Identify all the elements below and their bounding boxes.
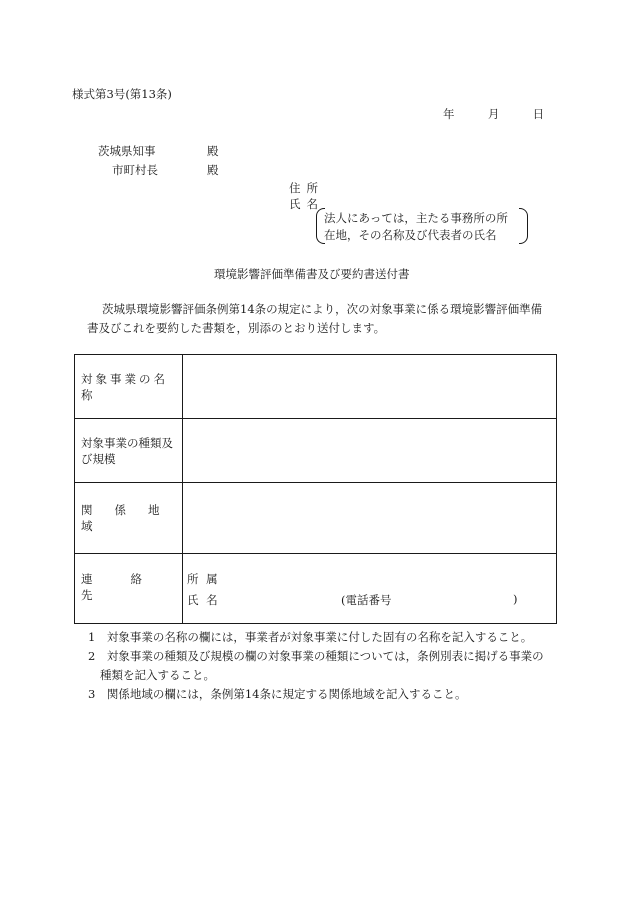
body-line2: 書及びこれを要約した書類を，別添のとおり送付します。 [87, 321, 386, 335]
contact-phone-open: (電話番号 [341, 593, 392, 607]
table-row-contact [75, 554, 557, 624]
field-project-type[interactable] [183, 419, 557, 483]
contact-name-label: 氏 名 [187, 593, 220, 607]
addressee-governor-honorific: 殿 [207, 144, 219, 158]
right-bracket [519, 208, 528, 244]
field-related-area[interactable] [183, 483, 557, 554]
contact-label: 連絡先 [81, 572, 180, 602]
table-row-project-name [75, 355, 557, 419]
address-label: 住所 [289, 181, 324, 195]
addressee-mayor: 市町村長 [112, 163, 158, 177]
field-project-name[interactable] [183, 355, 557, 419]
label-related-area [75, 483, 183, 554]
note-1: 1 対象事業の名称の欄には，事業者が対象事業に付した固有の名称を記入すること。 [88, 630, 533, 644]
project-type-label-line1: 対象事業の種類及 [81, 435, 173, 450]
label-project-type [75, 419, 183, 483]
related-area-label: 関係地域 [81, 503, 182, 533]
corporation-note-line2: 在地，その名称及び代表者の氏名 [324, 228, 497, 242]
note-3: 3 関係地域の欄には，条例第14条に規定する関係地域を記入すること。 [88, 687, 467, 701]
form-number: 様式第3号(第13条) [72, 87, 172, 101]
note-2-line2: 種類を記入すること。 [100, 668, 215, 682]
table-row-related-area [75, 483, 557, 554]
label-project-name [75, 355, 183, 419]
contact-phone-close: ) [513, 592, 518, 606]
notes [88, 628, 544, 704]
label-contact [75, 554, 183, 624]
corporation-note [316, 208, 528, 244]
contact-dept-label: 所 属 [187, 572, 220, 586]
field-contact[interactable] [183, 554, 557, 624]
name-label: 氏名 [289, 197, 324, 211]
date-line [443, 106, 544, 122]
body-line1: 茨城県環境影響評価条例第14条の規定により，次の対象事業に係る環境影響評価準備 [102, 302, 543, 316]
project-name-label: 対象事業の名称 [81, 371, 168, 402]
note-2-line1: 2 対象事業の種類及び規模の欄の対象事業の種類については，条例別表に掲げる事業の [88, 649, 544, 663]
project-type-label-line2: び規模 [81, 451, 116, 466]
date-year: 年 [443, 107, 455, 121]
document-title: 環境影響評価準備書及び要約書送付書 [214, 267, 410, 281]
date-day: 日 [532, 107, 545, 121]
addressee-governor: 茨城県知事 [98, 144, 156, 158]
form-table [74, 354, 557, 624]
table-row-project-type [75, 419, 557, 483]
addressee-mayor-honorific: 殿 [207, 163, 219, 177]
corporation-note-line1: 法人にあっては，主たる事務所の所 [324, 211, 508, 225]
date-month: 月 [487, 107, 500, 121]
